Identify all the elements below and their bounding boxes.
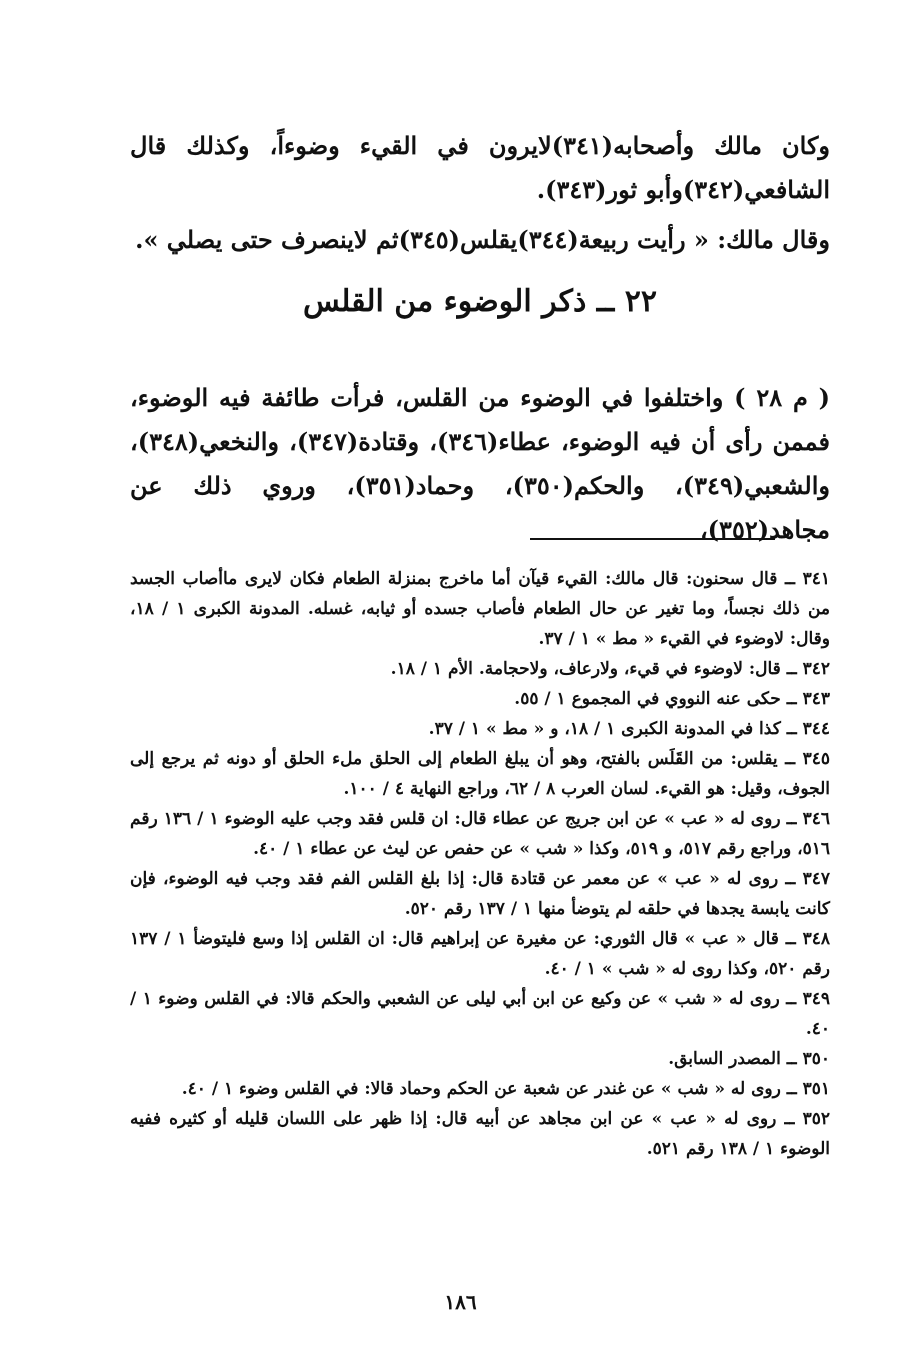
section-text: ( م ٢٨ ) واختلفوا في الوضوء من القلس، فرأت طائفة فيه الوضوء، فممن رأى أن فيه الوضوء، عطاء(٣٤٦)، وقتادة(٣٤٧)، والنخعي(٣٤٨)، والشعبي(٣٤٩)، والحكم(٣٥٠)، وحماد(٣٥١)، وروي ذلك عن مجاهد(٣٥٢)،	[130, 383, 830, 544]
footnote-divider	[530, 538, 775, 540]
section-heading: ٢٢ ــ ذكر الوضوء من القلس	[302, 284, 658, 319]
quote-text: وقال مالك: « رأيت ربيعة(٣٤٤)يقلس(٣٤٥)ثم لاينصرف حتى يصلي ».	[135, 225, 830, 254]
footnotes-block	[130, 564, 830, 1164]
intro-text: وكان مالك وأصحابه(٣٤١)لايرون في القيء وضوءاً، وكذلك قال الشافعي(٣٤٢)وأبو ثور(٣٤٣).	[130, 131, 830, 204]
footnote-346: ٣٤٦ ــ روى له « عب » عن ابن جريج عن عطاء قال: ان قلس فقد وجب عليه الوضوء ١ / ١٣٦ رقم ٥١٦، وراجع رقم ٥١٧، و ٥١٩، وكذا « شب » عن حفص عن ليث عن عطاء ١ / ٤٠.	[130, 809, 830, 859]
footnote-347: ٣٤٧ ــ روى له « عب » عن معمر عن قتادة قال: إذا بلغ القلس الفم فقد وجب فيه الوضوء، فإن كانت يابسة يجدها في حلقه لم يتوضأ منها ١ / ١٣٧ رقم ٥٢٠.	[130, 869, 830, 919]
intro-paragraph	[130, 124, 830, 212]
footnote-342: ٣٤٢ ــ قال: لاوضوء في قيء، ولارعاف، ولاحجامة. الأم ١ / ١٨.	[390, 659, 830, 679]
footnote-351: ٣٥١ ــ روى له « شب » عن غندر عن شعبة عن الحكم وحماد قالا: في القلس وضوء ١ / ٤٠.	[181, 1079, 830, 1099]
footnote-345: ٣٤٥ ــ يقلس: من القَلَس بالفتح، وهو أن يبلغ الطعام إلى الحلق ملء الحلق أو دونه ثم يرجع إلى الجوف، وقيل: هو القيء. لسان العرب ٨ / ٦٢، وراجع النهاية ٤ / ١٠٠.	[130, 749, 830, 799]
footnote-343: ٣٤٣ ــ حكى عنه النووي في المجموع ١ / ٥٥.	[514, 689, 830, 709]
footnote-344: ٣٤٤ ــ كذا في المدونة الكبرى ١ / ١٨، و « مط » ١ / ٣٧.	[428, 719, 830, 739]
footnote-352: ٣٥٢ ــ روى له « عب » عن ابن مجاهد عن أبيه قال: إذا ظهر على اللسان قليله أو كثيره ففيه الوضوء ١ / ١٣٨ رقم ٥٢١.	[130, 1109, 830, 1159]
footnote-350: ٣٥٠ ــ المصدر السابق.	[668, 1049, 830, 1069]
quote-paragraph	[130, 218, 830, 262]
section-paragraph	[130, 376, 830, 552]
footnote-349: ٣٤٩ ــ روى له « شب » عن وكيع عن ابن أبي ليلى عن الشعبي والحكم قالا: في القلس وضوء ١ / ٤٠.	[130, 989, 830, 1039]
footnote-348: ٣٤٨ ــ قال « عب » قال الثوري: عن مغيرة عن إبراهيم قال: ان القلس إذا وسع فليتوضأ ١ / ١٣٧ رقم ٥٢٠، وكذا روى له « شب » ١ / ٤٠.	[130, 929, 831, 979]
page-number: ١٨٦	[444, 1290, 477, 1314]
footnote-341: ٣٤١ ــ قال سحنون: قال مالك: القيء قيآن أما ماخرج بمنزلة الطعام فكان لايرى ماأصاب الجسد من ذلك نجساً، وما تغير عن حال الطعام فأصاب جسده أو ثيابه، غسله. المدونة الكبرى ١ / ١٨، وقال: لاوضوء في القيء « مط » ١ / ٣٧.	[130, 569, 830, 649]
